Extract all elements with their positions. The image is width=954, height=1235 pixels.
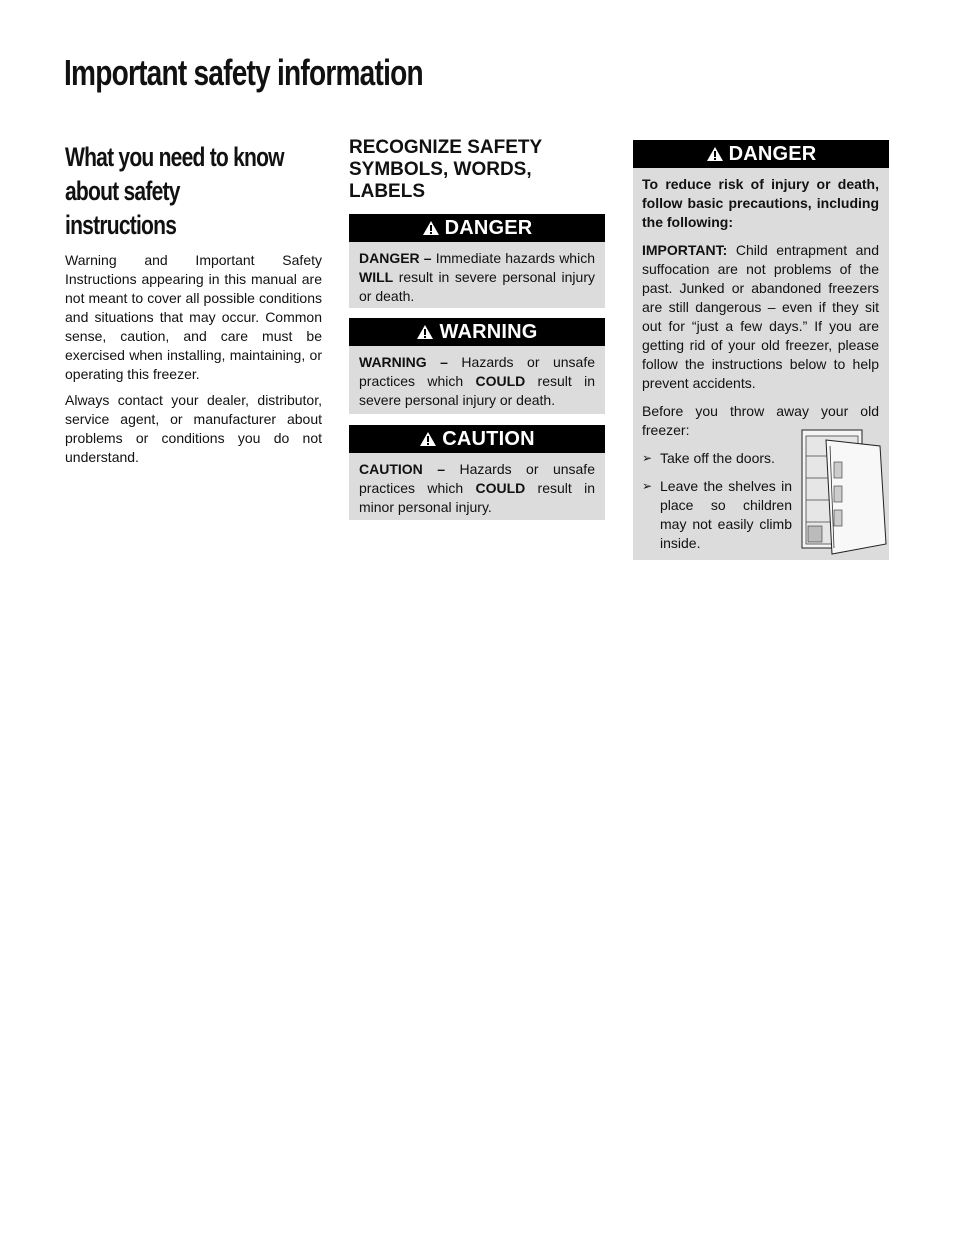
- warning-triangle-icon: [416, 324, 434, 340]
- caution-label-box: [349, 425, 605, 520]
- danger-description: DANGER – Immediate hazards which WILL result in severe personal injury or death.: [359, 250, 595, 304]
- caution-description: CAUTION – Hazards or unsafe practices which COULD result in minor personal injury.: [359, 461, 595, 515]
- arrow-bullet-icon: ➢: [642, 479, 653, 493]
- danger-label-box: [349, 214, 605, 308]
- list-item: ➢ Leave the shelves in place so children may not easily climb inside.: [642, 478, 792, 551]
- important-paragraph: IMPORTANT: Child entrapment and suffocation are not problems of the past. Junked or abandoned freezers are still dangerous – even if they sit out for “just a few days.” If you are getting rid of your old freezer, please follow the instructions below to help prevent accidents.: [642, 242, 879, 391]
- paragraph-contact: Always contact your dealer, distributor, service agent, or manufacturer about problems or conditions you do not understand.: [65, 392, 322, 465]
- danger-signal-bar: DANGER: [633, 140, 889, 168]
- warning-triangle-icon: [706, 146, 724, 162]
- heading-recognize-symbols: RECOGNIZE SAFETY SYMBOLS, WORDS, LABELS: [349, 137, 543, 202]
- freezer-illustration: [800, 426, 888, 556]
- danger-precautions-box: [633, 140, 889, 560]
- arrow-bullet-icon: ➢: [642, 451, 653, 465]
- before-throw-away: Before you throw away your old freezer:: [642, 403, 879, 438]
- caution-signal-bar: CAUTION: [349, 425, 605, 453]
- warning-description: WARNING – Hazards or unsafe practices which COULD result in severe personal injury or death.: [359, 354, 595, 408]
- danger-signal-bar: DANGER: [349, 214, 605, 242]
- section-title-about-safety: What you need to know about safety instructions: [65, 142, 284, 240]
- disposal-steps: [642, 449, 792, 553]
- list-item: ➢ Take off the doors.: [642, 450, 775, 466]
- warning-triangle-icon: [419, 431, 437, 447]
- precautions-intro: To reduce risk of injury or death, follow basic precautions, including the following:: [642, 176, 879, 230]
- warning-triangle-icon: [422, 220, 440, 236]
- page-title: Important safety information: [64, 52, 423, 93]
- paragraph-instructions: Warning and Important Safety Instructions appearing in this manual are not meant to cover all possible conditions and situations that may occur. Common sense, caution, and care must be exercised when installing, maintaining, or operating this freezer.: [65, 252, 322, 382]
- warning-signal-bar: WARNING: [349, 318, 605, 346]
- warning-label-box: [349, 318, 605, 414]
